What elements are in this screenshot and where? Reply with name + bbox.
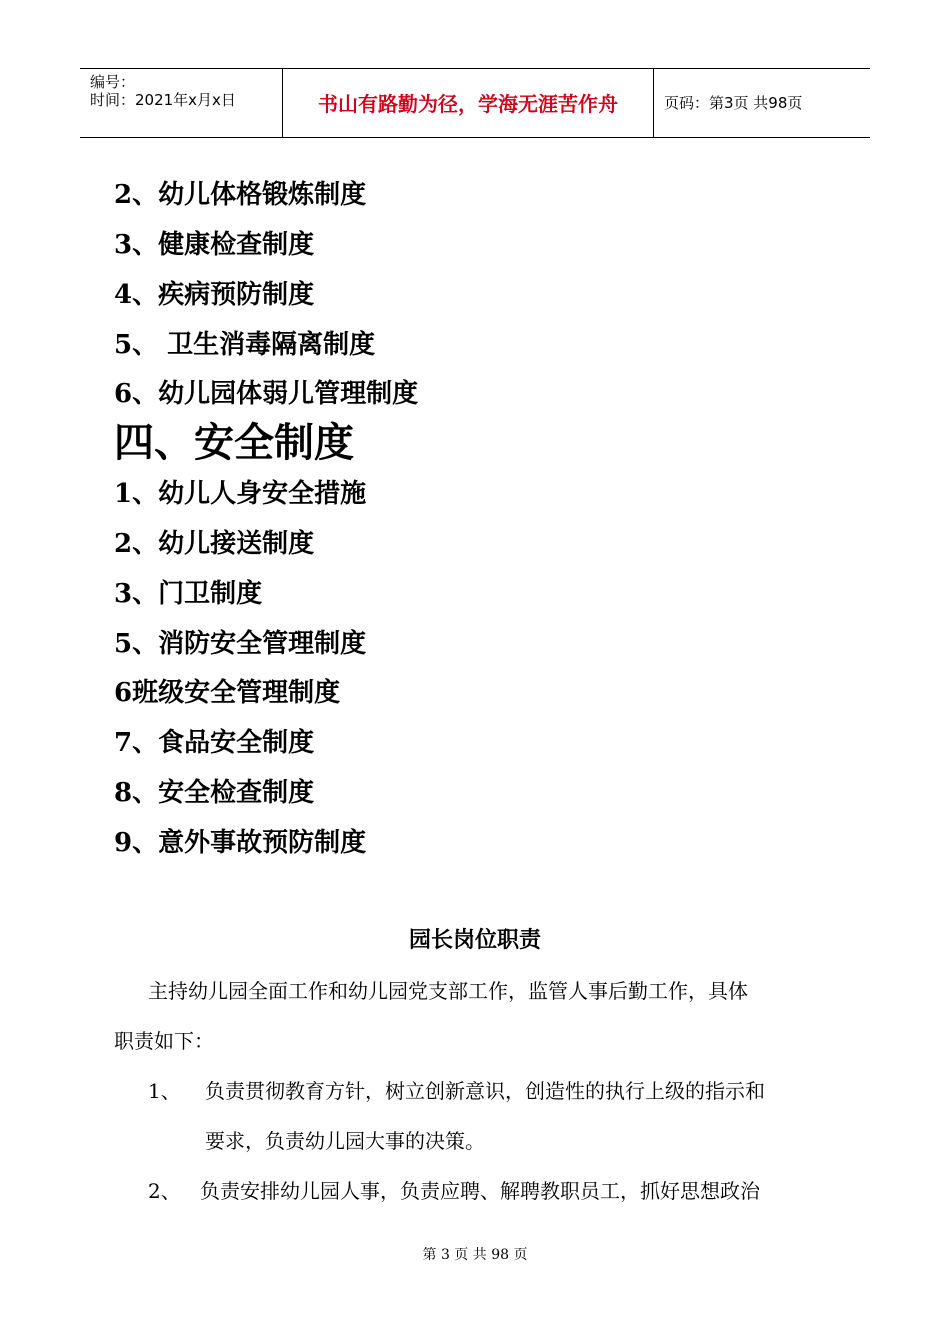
list-item: 4、疾病预防制度 xyxy=(114,280,315,310)
article-item-line: 负责安排幼儿园人事，负责应聘、解聘教职员工，抓好思想政治 xyxy=(200,1179,760,1203)
page-footer: 第 3 页 共 98 页 xyxy=(422,1247,528,1263)
article-intro-line: 主持幼儿园全面工作和幼儿园党支部工作，监管人事后勤工作，具体 xyxy=(148,979,748,1003)
list-item: 3、门卫制度 xyxy=(114,579,263,609)
list-item: 2、幼儿体格锻炼制度 xyxy=(114,180,367,210)
list-item: 1、幼儿人身安全措施 xyxy=(114,479,367,509)
header-motto-cell xyxy=(282,69,654,137)
article-item-line: 负责贯彻教育方针，树立创新意识，创造性的执行上级的指示和 xyxy=(205,1079,765,1103)
header-motto: 书山有路勤为径，学海无涯苦作舟 xyxy=(318,92,618,116)
list-item: 8、安全检查制度 xyxy=(114,778,315,808)
list-item: 2、幼儿接送制度 xyxy=(114,529,315,559)
list-item: 6班级安全管理制度 xyxy=(114,678,341,708)
header-info-cell xyxy=(80,69,282,137)
list-item: 7、食品安全制度 xyxy=(114,728,315,758)
list-item: 3、健康检查制度 xyxy=(114,230,315,260)
article-item-line: 要求，负责幼儿园大事的决策。 xyxy=(205,1129,485,1153)
header-page-cell xyxy=(654,69,870,137)
item-number: 2、 xyxy=(148,1179,181,1203)
article-intro-line: 职责如下： xyxy=(114,1029,214,1053)
page-header xyxy=(80,68,870,138)
doc-code-label: 编号： xyxy=(90,73,136,91)
list-item: 5、消防安全管理制度 xyxy=(114,629,367,659)
list-item: 6、幼儿园体弱儿管理制度 xyxy=(114,379,419,409)
header-page-label: 页码：第3页 共98页 xyxy=(664,94,803,112)
article-title: 园长岗位职责 xyxy=(408,927,541,953)
item-number: 1、 xyxy=(148,1079,181,1103)
list-item: 5、 卫生消毒隔离制度 xyxy=(114,330,376,360)
doc-time-label: 时间：2021年x月x日 xyxy=(90,91,236,109)
section-title: 四、安全制度 xyxy=(114,419,354,466)
list-item: 9、意外事故预防制度 xyxy=(114,828,367,858)
